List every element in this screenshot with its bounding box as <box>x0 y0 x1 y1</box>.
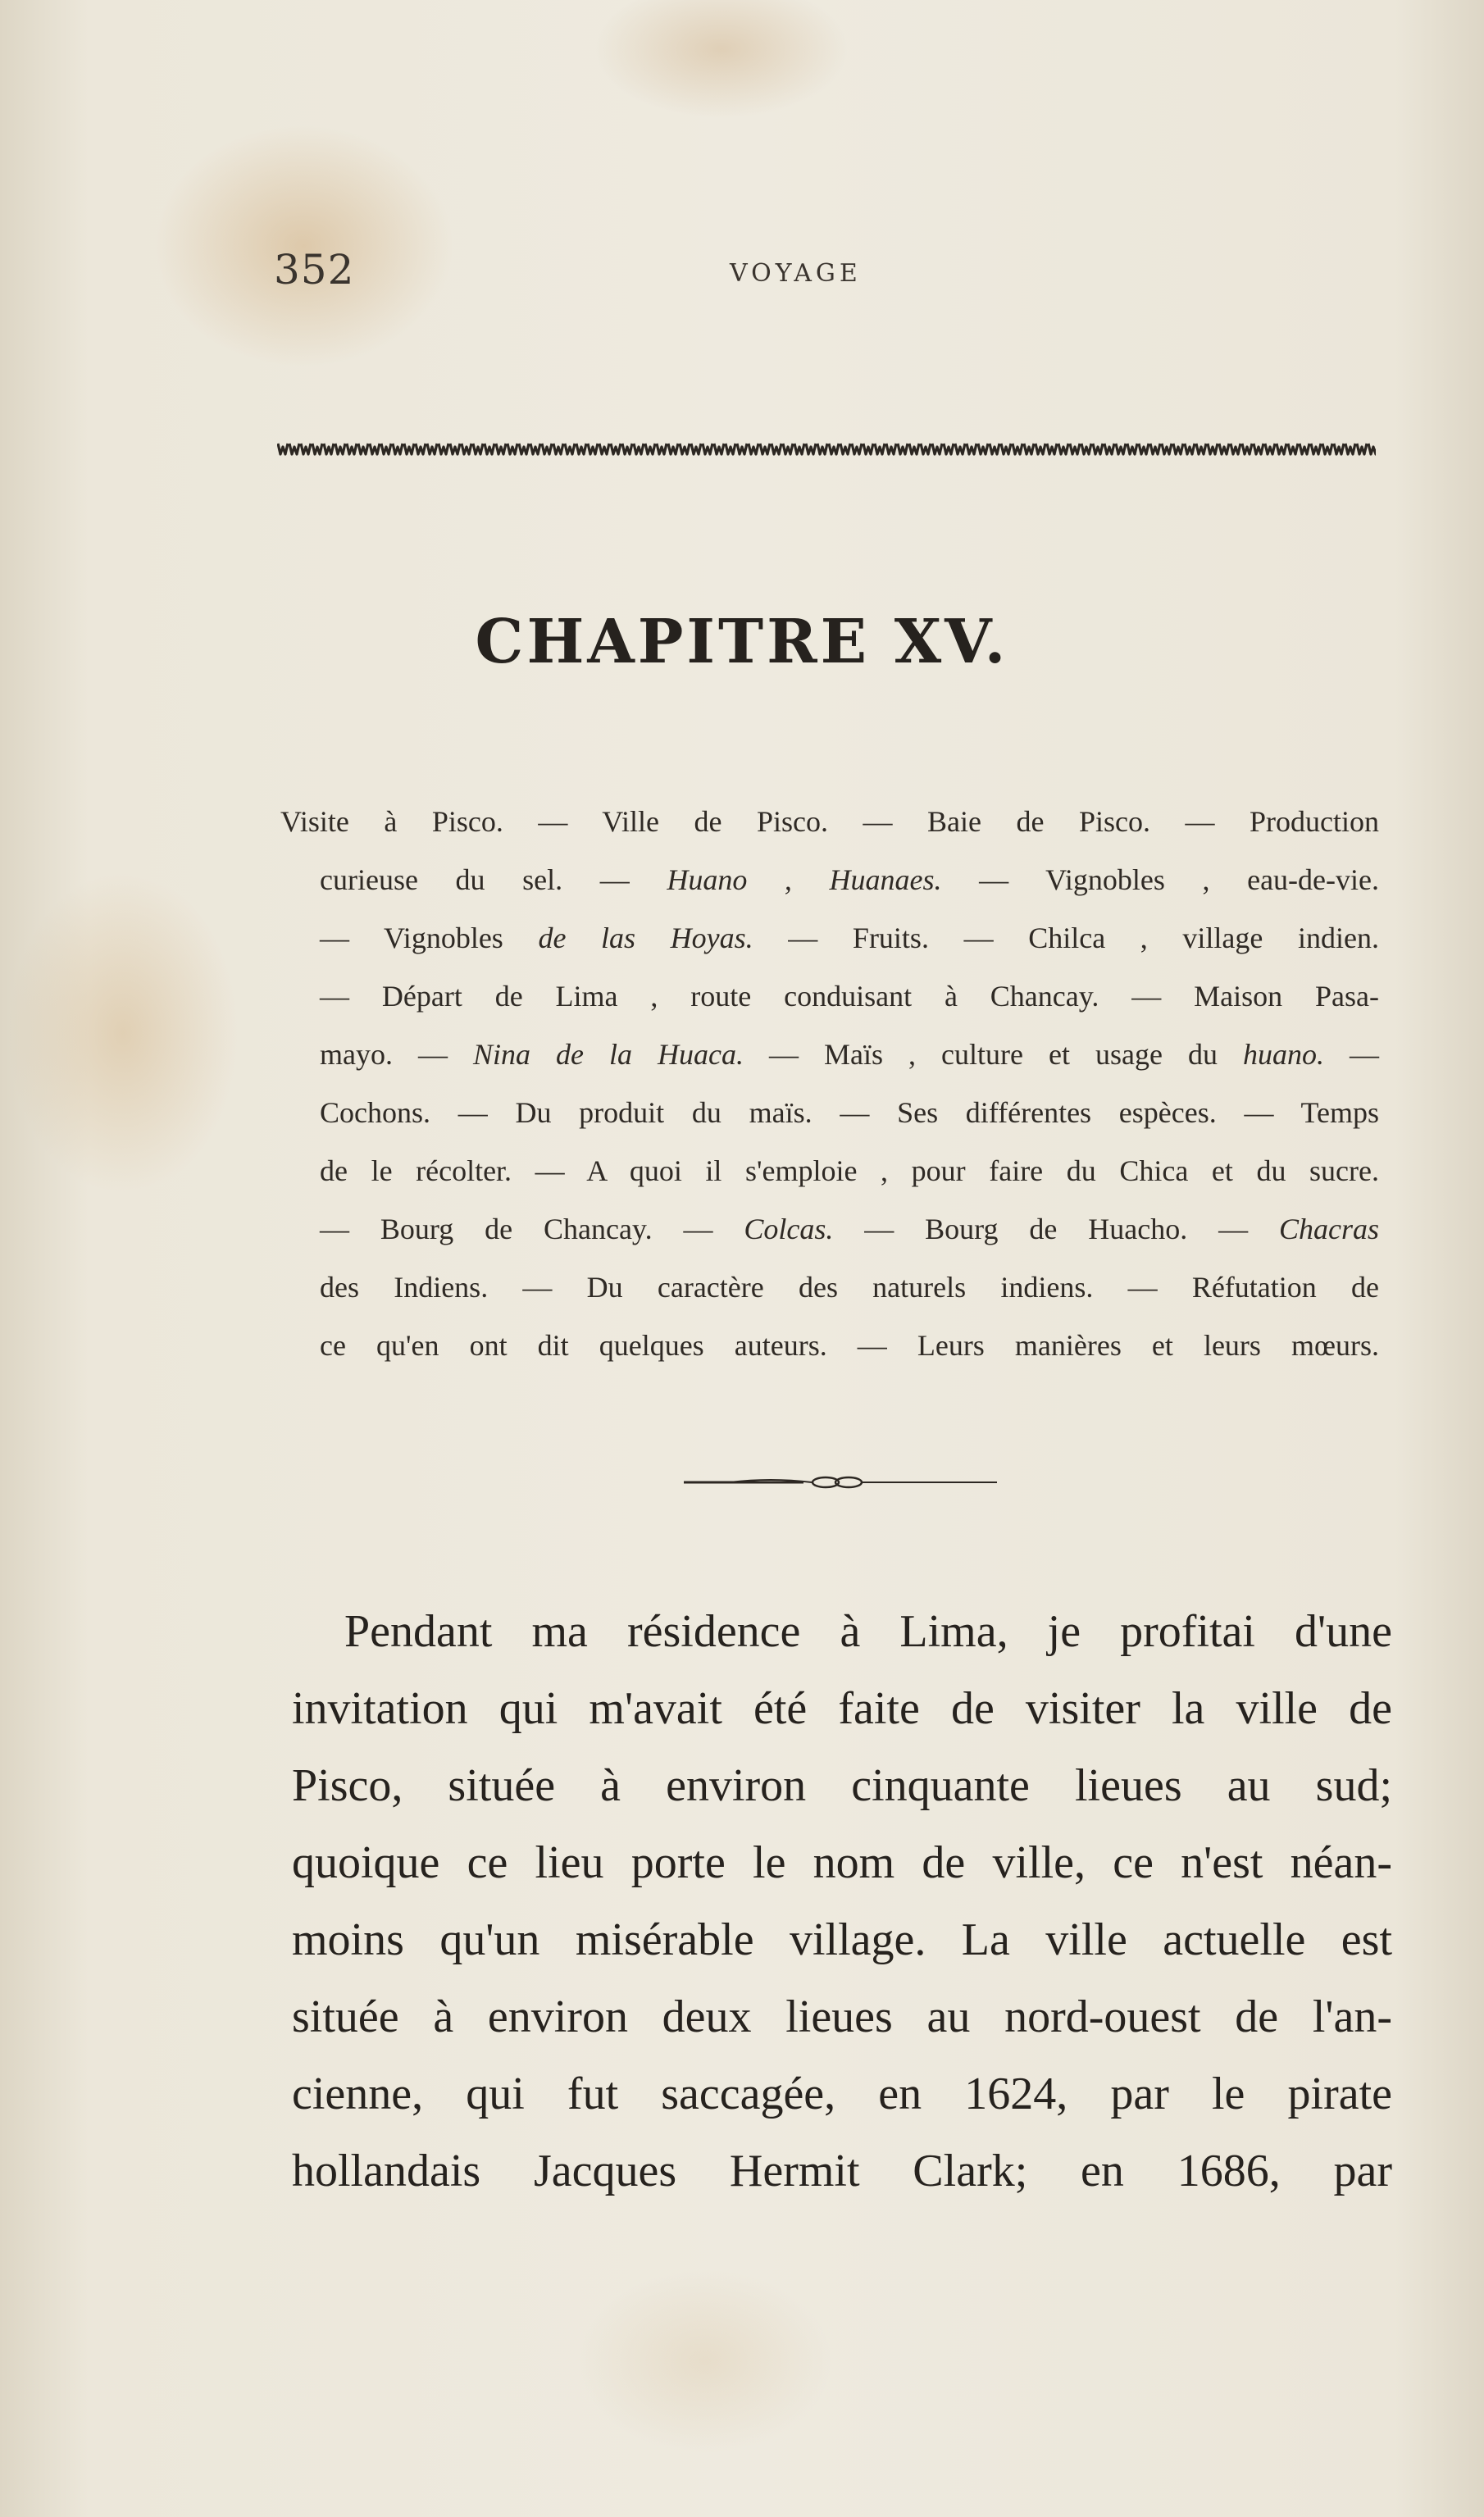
chapter-title: CHAPITRE XV. <box>475 607 1009 677</box>
summary-text: curieuse du sel. — <box>320 863 667 896</box>
summary-text: Cochons. — Du produit du maïs. — Ses différentes espèces. — Temps <box>320 1096 1379 1129</box>
summary-line <box>280 1258 1379 1317</box>
summary-italic-text: Huano , Huanaes. <box>667 863 942 896</box>
body-line: moins qu'un misérable village. La ville actuelle est <box>292 1914 1392 1965</box>
summary-text: — Vignobles <box>320 922 539 954</box>
summary-line <box>280 1200 1379 1258</box>
body-line: quoique ce lieu porte le nom de ville, ce n'est néan- <box>292 1837 1392 1888</box>
summary-italic-text: de las Hoyas. <box>538 922 753 954</box>
running-head: VOYAGE <box>730 259 862 288</box>
body-line: invitation qui m'avait été faite de visiter la ville de <box>292 1683 1392 1734</box>
page-number: 352 <box>274 246 355 294</box>
summary-text: — Bourg de Huacho. — <box>833 1213 1279 1245</box>
summary-line <box>280 851 1379 909</box>
summary-text: — Bourg de Chancay. — <box>320 1213 744 1245</box>
summary-text: — <box>1323 1038 1379 1071</box>
summary-italic-text: Nina de la Huaca. <box>473 1038 744 1071</box>
summary-line <box>280 967 1379 1026</box>
summary-line <box>280 1084 1379 1142</box>
summary-text: Visite à Pisco. — Ville de Pisco. — Baie de Pisco. — Production <box>280 805 1379 838</box>
summary-text: — Maïs , culture et usage du <box>744 1038 1243 1071</box>
summary-line <box>280 1317 1379 1375</box>
section-divider <box>681 1472 1000 1492</box>
summary-line <box>280 1026 1379 1084</box>
summary-italic-text: Colcas. <box>744 1213 834 1245</box>
summary-text: — Vignobles , eau-de-vie. <box>941 863 1379 896</box>
body-line: Pendant ma résidence à Lima, je profitai d'une <box>344 1606 1392 1657</box>
body-line: Pisco, située à environ cinquante lieues au sud; <box>292 1760 1392 1811</box>
ornamental-rule <box>277 440 1376 458</box>
summary-text: — Départ de Lima , route conduisant à Chancay. — Maison Pasa- <box>320 980 1379 1013</box>
summary-text: des Indiens. — Du caractère des naturels indiens. — Réfutation de <box>320 1271 1379 1304</box>
summary-italic-text: huano. <box>1242 1038 1324 1071</box>
body-text <box>292 1593 1392 2210</box>
summary-line <box>280 1142 1379 1200</box>
body-line: hollandais Jacques Hermit Clark; en 1686, par <box>292 2146 1392 2196</box>
summary-line <box>280 793 1379 851</box>
summary-text: mayo. — <box>320 1038 473 1071</box>
summary-line <box>280 909 1379 967</box>
summary-text: ce qu'en ont dit quelques auteurs. — Leurs manières et leurs mœurs. <box>320 1329 1379 1362</box>
summary-text: — Fruits. — Chilca , village indien. <box>753 922 1379 954</box>
chapter-summary <box>280 793 1379 1375</box>
body-line: cienne, qui fut saccagée, en 1624, par le pirate <box>292 2069 1392 2119</box>
page-header <box>0 246 1484 312</box>
summary-text: de le récolter. — A quoi il s'emploie , pour faire du Chica et du sucre. <box>320 1154 1379 1187</box>
summary-italic-text: Chacras <box>1278 1213 1379 1245</box>
body-line: située à environ deux lieues au nord-ouest de l'an- <box>292 1991 1392 2042</box>
